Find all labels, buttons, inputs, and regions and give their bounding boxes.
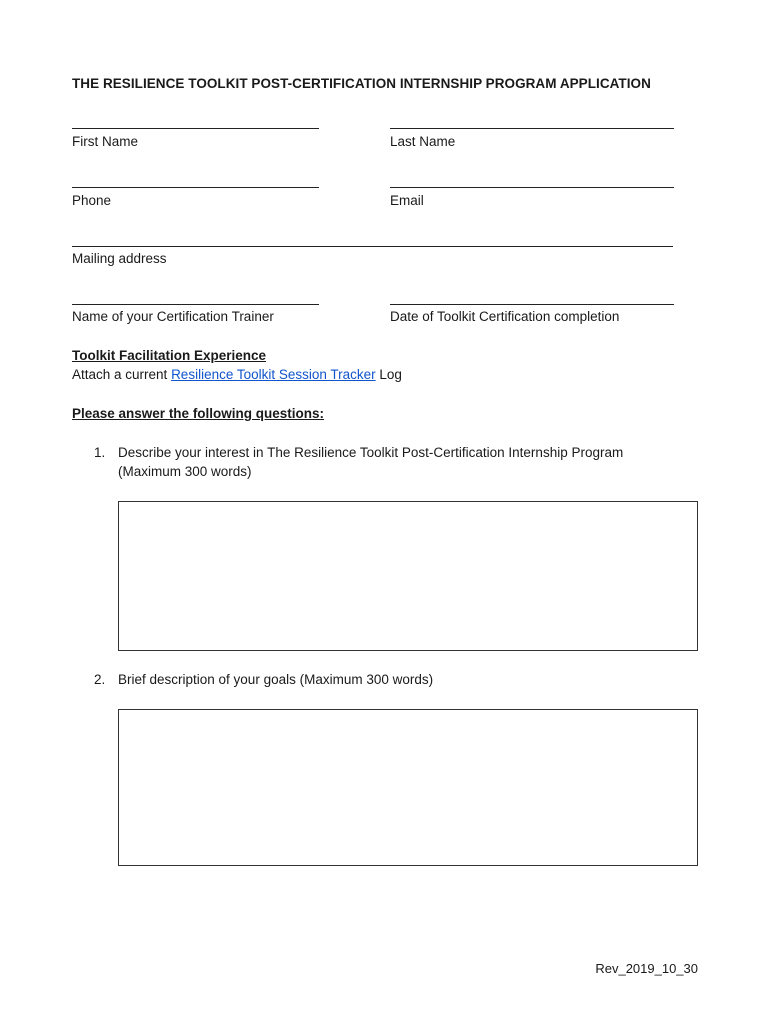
trainer-label: Name of your Certification Trainer xyxy=(72,309,274,324)
email-field[interactable] xyxy=(390,175,674,188)
question-2-number: 2. xyxy=(94,672,106,687)
last-name-label: Last Name xyxy=(390,134,456,149)
mailing-address-field[interactable] xyxy=(72,234,673,247)
first-name-label: First Name xyxy=(72,134,139,149)
question-2-answer-box[interactable] xyxy=(118,709,698,866)
question-1-text xyxy=(118,443,623,481)
page-title: THE RESILIENCE TOOLKIT POST-CERTIFICATION INTERNSHIP PROGRAM APPLICATION xyxy=(72,76,651,91)
cert-date-label: Date of Toolkit Certification completion xyxy=(390,309,620,324)
question-1-answer-box[interactable] xyxy=(118,501,698,651)
questions-heading: Please answer the following questions: xyxy=(72,406,325,421)
question-1-number: 1. xyxy=(94,445,106,460)
first-name-field[interactable] xyxy=(72,116,319,129)
question-2-text: Brief description of your goals (Maximum 300 words) xyxy=(118,672,434,687)
question-1-line1: Describe your interest in The Resilience Toolkit Post-Certification Internship Program xyxy=(118,445,624,460)
cert-date-field[interactable] xyxy=(390,292,674,305)
session-tracker-link[interactable]: Resilience Toolkit Session Tracker xyxy=(171,367,376,382)
mailing-address-label: Mailing address xyxy=(72,251,167,266)
last-name-field[interactable] xyxy=(390,116,674,129)
experience-heading: Toolkit Facilitation Experience xyxy=(72,348,267,363)
question-1-line2: (Maximum 300 words) xyxy=(118,464,252,479)
attach-instruction xyxy=(72,367,402,382)
revision-label: Rev_2019_10_30 xyxy=(595,961,698,976)
attach-suffix: Log xyxy=(375,367,402,382)
phone-label: Phone xyxy=(72,193,112,208)
email-label: Email xyxy=(390,193,424,208)
attach-prefix: Attach a current xyxy=(72,367,172,382)
trainer-field[interactable] xyxy=(72,292,319,305)
phone-field[interactable] xyxy=(72,175,319,188)
